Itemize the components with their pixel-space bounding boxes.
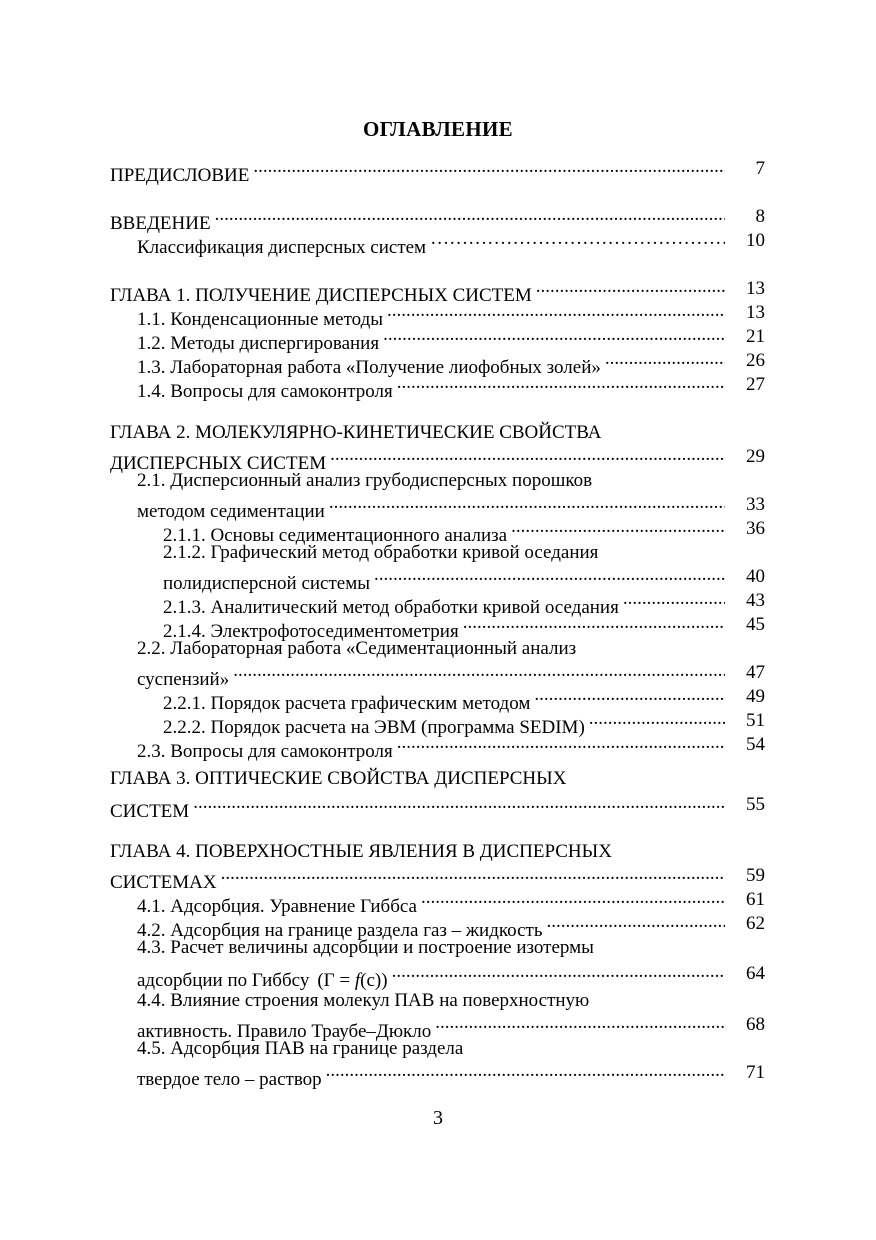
toc-entry-title: 2.1.4. Электрофотоседиментометрия: [163, 621, 459, 642]
dot-leader: [430, 229, 725, 253]
toc-page-number: 13: [746, 302, 765, 323]
toc-entry-title: 1.2. Методы диспергирования: [137, 333, 380, 354]
toc-entry-title: 4.4. Влияние строения молекул ПАВ на поверхностную: [137, 990, 590, 1011]
toc-entry-2-1: [137, 493, 727, 522]
toc-entry-title: 2.3. Вопросы для самоконтроля: [137, 741, 393, 762]
dot-leader: [534, 685, 725, 709]
toc-entry-introduction: [110, 205, 727, 234]
toc-entry-2-2-2: [163, 709, 727, 738]
toc-entry-title: 4.5. Адсорбция ПАВ на границе раздела: [137, 1038, 464, 1059]
toc-entry-2-2-line1: [137, 637, 727, 661]
dot-leader: [383, 325, 725, 349]
toc-page-number: 68: [746, 1014, 765, 1035]
dot-leader: [511, 517, 725, 541]
toc-entry-4-4: [137, 1013, 727, 1042]
toc-entry-title: 2.2.1. Порядок расчета графическим методом: [163, 693, 531, 714]
toc-page-number: 29: [746, 446, 765, 467]
dot-leader: [421, 888, 725, 912]
toc-page-number: 13: [746, 278, 765, 299]
dot-leader: [536, 277, 725, 301]
dot-leader: [330, 445, 725, 469]
toc-entry-title: 1.4. Вопросы для самоконтроля: [137, 381, 393, 402]
toc-entry-2-2-1: [163, 685, 727, 714]
toc-page-number: 36: [746, 518, 765, 539]
toc-page-number: 8: [755, 206, 765, 227]
toc-page-number: 10: [746, 230, 765, 251]
toc-entry-chapter-3: [110, 793, 727, 822]
toc-entry-2-1-1: [163, 517, 727, 546]
toc-page-number: 59: [746, 865, 765, 886]
toc-entry-title-continued: суспензий»: [137, 669, 230, 690]
toc-entry-title: 2.1.2. Графический метод обработки кривой оседания: [163, 542, 599, 563]
toc-entry-4-4-line1: [137, 989, 727, 1013]
toc-entry-classification: [137, 229, 727, 258]
toc-entry-title-continued: СИСТЕМ: [110, 801, 190, 822]
formula-lhs: (Γ =: [317, 970, 355, 991]
toc-entry-title: 4.1. Адсорбция. Уравнение Гиббса: [137, 896, 417, 917]
toc-entry-title: 2.1.3. Аналитический метод обработки кривой оседания: [163, 597, 619, 618]
toc-entry-title: ГЛАВА 1. ПОЛУЧЕНИЕ ДИСПЕРСНЫХ СИСТЕМ: [110, 285, 532, 306]
dot-leader: [215, 205, 725, 229]
toc-entry-2-1-4: [163, 613, 727, 642]
dot-leader: [387, 301, 725, 325]
dot-leader: [193, 793, 725, 817]
dot-leader: [221, 864, 725, 888]
dot-leader: [589, 709, 725, 733]
dot-leader: [326, 1061, 725, 1085]
toc-entry-1-3: [137, 349, 727, 378]
toc-entry-2-3: [137, 733, 727, 762]
toc-entry-4-5: [137, 1061, 727, 1090]
toc-entry-4-2: [137, 912, 727, 941]
dot-leader: [233, 661, 725, 685]
toc-page-number: 21: [746, 326, 765, 347]
toc-page-number: 54: [746, 734, 765, 755]
toc-entry-4-1: [137, 888, 727, 917]
toc-page-number: 45: [746, 614, 765, 635]
toc-entry-4-5-line1: [137, 1037, 727, 1061]
toc-entry-title: 2.1.1. Основы седиментационного анализа: [163, 525, 508, 546]
toc-page-number: 7: [755, 158, 765, 179]
toc-page-number: 26: [746, 350, 765, 371]
toc-entry-chapter-2-line1: [110, 421, 727, 445]
toc-entry-2-1-3: [163, 589, 727, 618]
toc-page-number: 49: [746, 686, 765, 707]
toc-entry-2-1-2: [163, 565, 727, 594]
toc-entry-chapter-1: [110, 277, 727, 306]
toc-entry-title: 2.2.2. Порядок расчета на ЭВМ (программа SEDIM): [163, 717, 585, 738]
toc-entry-chapter-4-line1: [110, 840, 727, 864]
toc-entry-2-2: [137, 661, 727, 690]
dot-leader: [253, 157, 725, 181]
toc-page-number: 40: [746, 566, 765, 587]
dot-leader: [435, 1013, 725, 1037]
toc-entry-1-1: [137, 301, 727, 330]
toc-page-number: 47: [746, 662, 765, 683]
toc-page-number: 27: [746, 374, 765, 395]
dot-leader: [329, 493, 725, 517]
toc-entry-title: Классификация дисперсных систем: [137, 237, 427, 258]
page-number: 3: [433, 1107, 443, 1129]
toc-entry-1-4: [137, 373, 727, 402]
dot-leader: [374, 565, 725, 589]
toc-page-number: 62: [746, 913, 765, 934]
toc-entry-title-continued: адсорбции по Гиббсу: [137, 970, 310, 991]
toc-entry-2-1-line1: [137, 469, 727, 493]
page-title: ОГЛАВЛЕНИЕ: [363, 117, 513, 141]
toc-page-number: 55: [746, 794, 765, 815]
toc-page-number: 64: [746, 963, 765, 984]
toc-entry-title: 2.1. Дисперсионный анализ грубодисперсных порошков: [137, 470, 593, 491]
dot-leader: [397, 373, 725, 397]
toc-entry-title: ВВЕДЕНИЕ: [110, 213, 211, 234]
toc-entry-1-2: [137, 325, 727, 354]
formula-argument: (c)): [360, 970, 388, 991]
toc-page-number: 51: [746, 710, 765, 731]
toc-entry-title: 2.2. Лабораторная работа «Седиментационный анализ: [137, 638, 577, 659]
toc-entry-title: 4.2. Адсорбция на границе раздела газ – жидкость: [137, 920, 543, 941]
toc-entry-2-1-2-line1: [163, 541, 727, 565]
toc-page-number: 43: [746, 590, 765, 611]
toc-entry-title-continued: СИСТЕМАХ: [110, 872, 217, 893]
toc-page-number: 33: [746, 494, 765, 515]
toc-entry-title: ГЛАВА 2. МОЛЕКУЛЯРНО-КИНЕТИЧЕСКИЕ СВОЙСТВА: [110, 422, 602, 443]
formula-function: f: [354, 970, 361, 991]
toc-page-number: 71: [746, 1062, 765, 1083]
toc-entry-chapter-4: [110, 864, 727, 893]
dot-leader: [397, 733, 725, 757]
dot-leader: [605, 349, 725, 373]
toc-entry-title: ПРЕДИСЛОВИЕ: [110, 165, 250, 186]
toc-entry-4-3-line1: [137, 936, 727, 960]
toc-entry-title: 1.3. Лабораторная работа «Получение лиофобных золей»: [137, 357, 601, 378]
toc-entry-title-continued: ДИСПЕРСНЫХ СИСТЕМ: [110, 453, 327, 474]
toc-entry-title: ГЛАВА 4. ПОВЕРХНОСТНЫЕ ЯВЛЕНИЯ В ДИСПЕРСНЫХ: [110, 841, 612, 862]
toc-entry-title: 4.3. Расчет величины адсорбции и построение изотермы: [137, 937, 594, 958]
toc-entry-title-continued: полидисперсной системы: [163, 573, 371, 594]
toc-entry-title: 1.1. Конденсационные методы: [137, 309, 384, 330]
toc-entry-chapter-3-line1: [110, 767, 727, 791]
toc-entry-title: ГЛАВА 3. ОПТИЧЕСКИЕ СВОЙСТВА ДИСПЕРСНЫХ: [110, 768, 567, 789]
toc-entry-chapter-2: [110, 445, 727, 474]
dot-leader: [623, 589, 725, 613]
dot-leader: [392, 962, 725, 986]
dot-leader: [463, 613, 725, 637]
dot-leader: [547, 912, 725, 936]
toc-entry-preface: [110, 157, 727, 186]
toc-entry-title-continued: методом седиментации: [137, 501, 325, 522]
toc-page-number: 61: [746, 889, 765, 910]
toc-entry-4-3: [137, 962, 727, 991]
toc-entry-title-continued: активность. Правило Траубе–Дюкло: [137, 1021, 432, 1042]
toc-entry-title-continued: твердое тело – раствор: [137, 1069, 322, 1090]
